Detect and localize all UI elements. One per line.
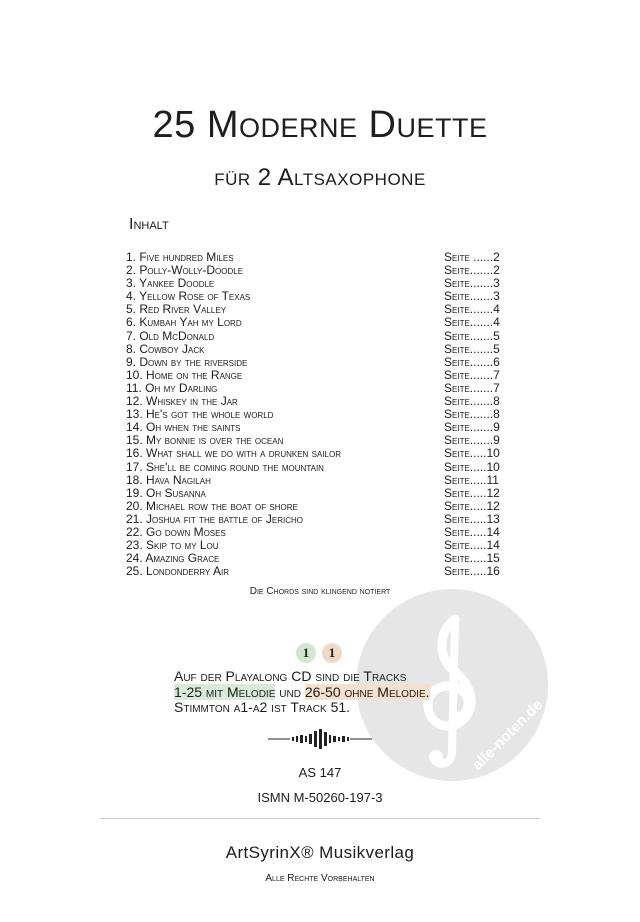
toc-entry-page: Seite.......8 [444, 407, 500, 422]
ismn-number: ISMN M-50260-197-3 [257, 790, 383, 805]
tracks-with-melody: 1-25 mit Melodie [174, 683, 276, 700]
toc-entry [126, 316, 518, 329]
toc-entry-title: 19. Oh Susanna [126, 485, 206, 500]
toc-entry-page: Seite.......4 [444, 315, 500, 330]
playalong-line-1: Auf der Playalong CD sind die Tracks [174, 668, 407, 684]
toc-entry-title: 3. Yankee Doodle [126, 276, 215, 291]
toc-entry-page: Seite.....10 [444, 446, 500, 461]
toc-entry-page: Seite.......2 [444, 263, 500, 278]
toc-entry-title: 9. Down by the riverside [126, 354, 248, 369]
toc-entry [126, 356, 518, 369]
rights-notice: Alle Rechte Vorbehalten [265, 873, 375, 884]
track-badge-green: 1 [296, 643, 316, 663]
page-subtitle: für 2 Altsaxophone [214, 164, 426, 191]
toc-entry-title: 14. Oh when the saints [126, 420, 241, 435]
toc-entry-title: 11. Oh my Darling [126, 380, 218, 395]
toc-entry-page: Seite.....14 [444, 524, 500, 539]
toc-entry-page: Seite.....14 [444, 538, 500, 553]
waveform-ornament-icon [268, 728, 372, 750]
toc-entry-title: 6. Kumbah Yah my Lord [126, 315, 242, 330]
toc-entry-page: Seite.......8 [444, 394, 500, 409]
toc-entry-title: 15. My bonnie is over the ocean [126, 433, 284, 448]
toc-entry-title: 2. Polly-Wolly-Doodle [126, 263, 244, 278]
toc-entry-page: Seite.......7 [444, 367, 500, 382]
toc-entry-title: 12. Whiskey in the Jar [126, 394, 238, 409]
toc-entry-page: Seite.....13 [444, 511, 500, 526]
toc-entry-title: 22. Go down Moses [126, 524, 226, 539]
toc-entry-title: 13. He's got the whole world [126, 407, 274, 422]
toc-entry-title: 23. Skip to my Lou [126, 538, 219, 553]
toc-entry-page: Seite.....12 [444, 485, 500, 500]
toc-entry-page: Seite.......6 [444, 354, 500, 369]
playalong-line-2 [174, 685, 430, 701]
playalong-info [174, 669, 430, 716]
toc-entry-page: Seite.......3 [444, 276, 500, 291]
toc-entry [126, 513, 518, 526]
table-of-contents [126, 251, 518, 578]
toc-entry-title: 20. Michael row the boat of shore [126, 498, 298, 513]
toc-entry [126, 343, 518, 356]
toc-entry-title: 10. Home on the Range [126, 367, 243, 382]
toc-entry [126, 369, 518, 382]
toc-entry-page: Seite.....16 [444, 564, 500, 579]
track-badge-orange: 1 [322, 643, 342, 663]
toc-entry-title: 4. Yellow Rose of Texas [126, 289, 251, 304]
playalong-connector: und [275, 683, 305, 700]
toc-entry-title: 18. Hava Nagilah [126, 472, 211, 487]
toc-entry-page: Seite.......5 [444, 341, 500, 356]
toc-entry-title: 5. Red River Valley [126, 302, 227, 317]
toc-entry-page: Seite.......9 [444, 420, 500, 435]
toc-entry-page: Seite.......4 [444, 302, 500, 317]
toc-entry [126, 461, 518, 474]
toc-entry [126, 447, 518, 460]
toc-entry [126, 330, 518, 343]
toc-entry [126, 474, 518, 487]
publisher-name: ArtSyrinX® Musikverlag [225, 843, 415, 862]
toc-entry-page: Seite ......2 [444, 250, 500, 264]
toc-entry-title: 21. Joshua fit the battle of Jericho [126, 511, 303, 526]
toc-entry-page: Seite.....15 [444, 551, 500, 566]
toc-entry [126, 565, 518, 578]
watermark-text: alle-noten.de [468, 696, 547, 774]
toc-entry-page: Seite.....12 [444, 498, 500, 513]
divider [100, 818, 540, 819]
tracks-without-melody: 26-50 ohne Melodie. [304, 683, 430, 700]
toc-entry-page: Seite.......9 [444, 433, 500, 448]
contents-heading: Inhalt [129, 216, 169, 233]
toc-entry-page: Seite.......5 [444, 328, 500, 343]
toc-entry-title: 7. Old McDonald [126, 328, 215, 343]
toc-entry-title: 16. What shall we do with a drunken sailor [126, 446, 341, 461]
toc-entry-page: Seite.......7 [444, 380, 500, 395]
toc-entry [126, 487, 518, 500]
catalog-number: AS 147 [298, 765, 342, 780]
toc-entry-title: 25. Londonderry Air [126, 564, 230, 579]
toc-entry-page: Seite.......3 [444, 289, 500, 304]
toc-entry [126, 500, 518, 513]
toc-entry-page: Seite.....11 [444, 472, 499, 487]
toc-entry-page: Seite.....10 [444, 459, 500, 474]
chords-note: Die Chords sind klingend notiert [249, 586, 391, 597]
toc-entry-title: 17. She'll be coming round the mountain [126, 459, 324, 474]
toc-entry-title: 24. Amazing Grace [126, 551, 220, 566]
page-title: 25 Moderne Duette [152, 104, 488, 146]
toc-entry-title: 8. Cowboy Jack [126, 341, 205, 356]
toc-entry-title: 1. Five hundred Miles [126, 250, 234, 264]
playalong-line-3: Stimmton a1-a2 ist Track 51. [174, 699, 351, 715]
